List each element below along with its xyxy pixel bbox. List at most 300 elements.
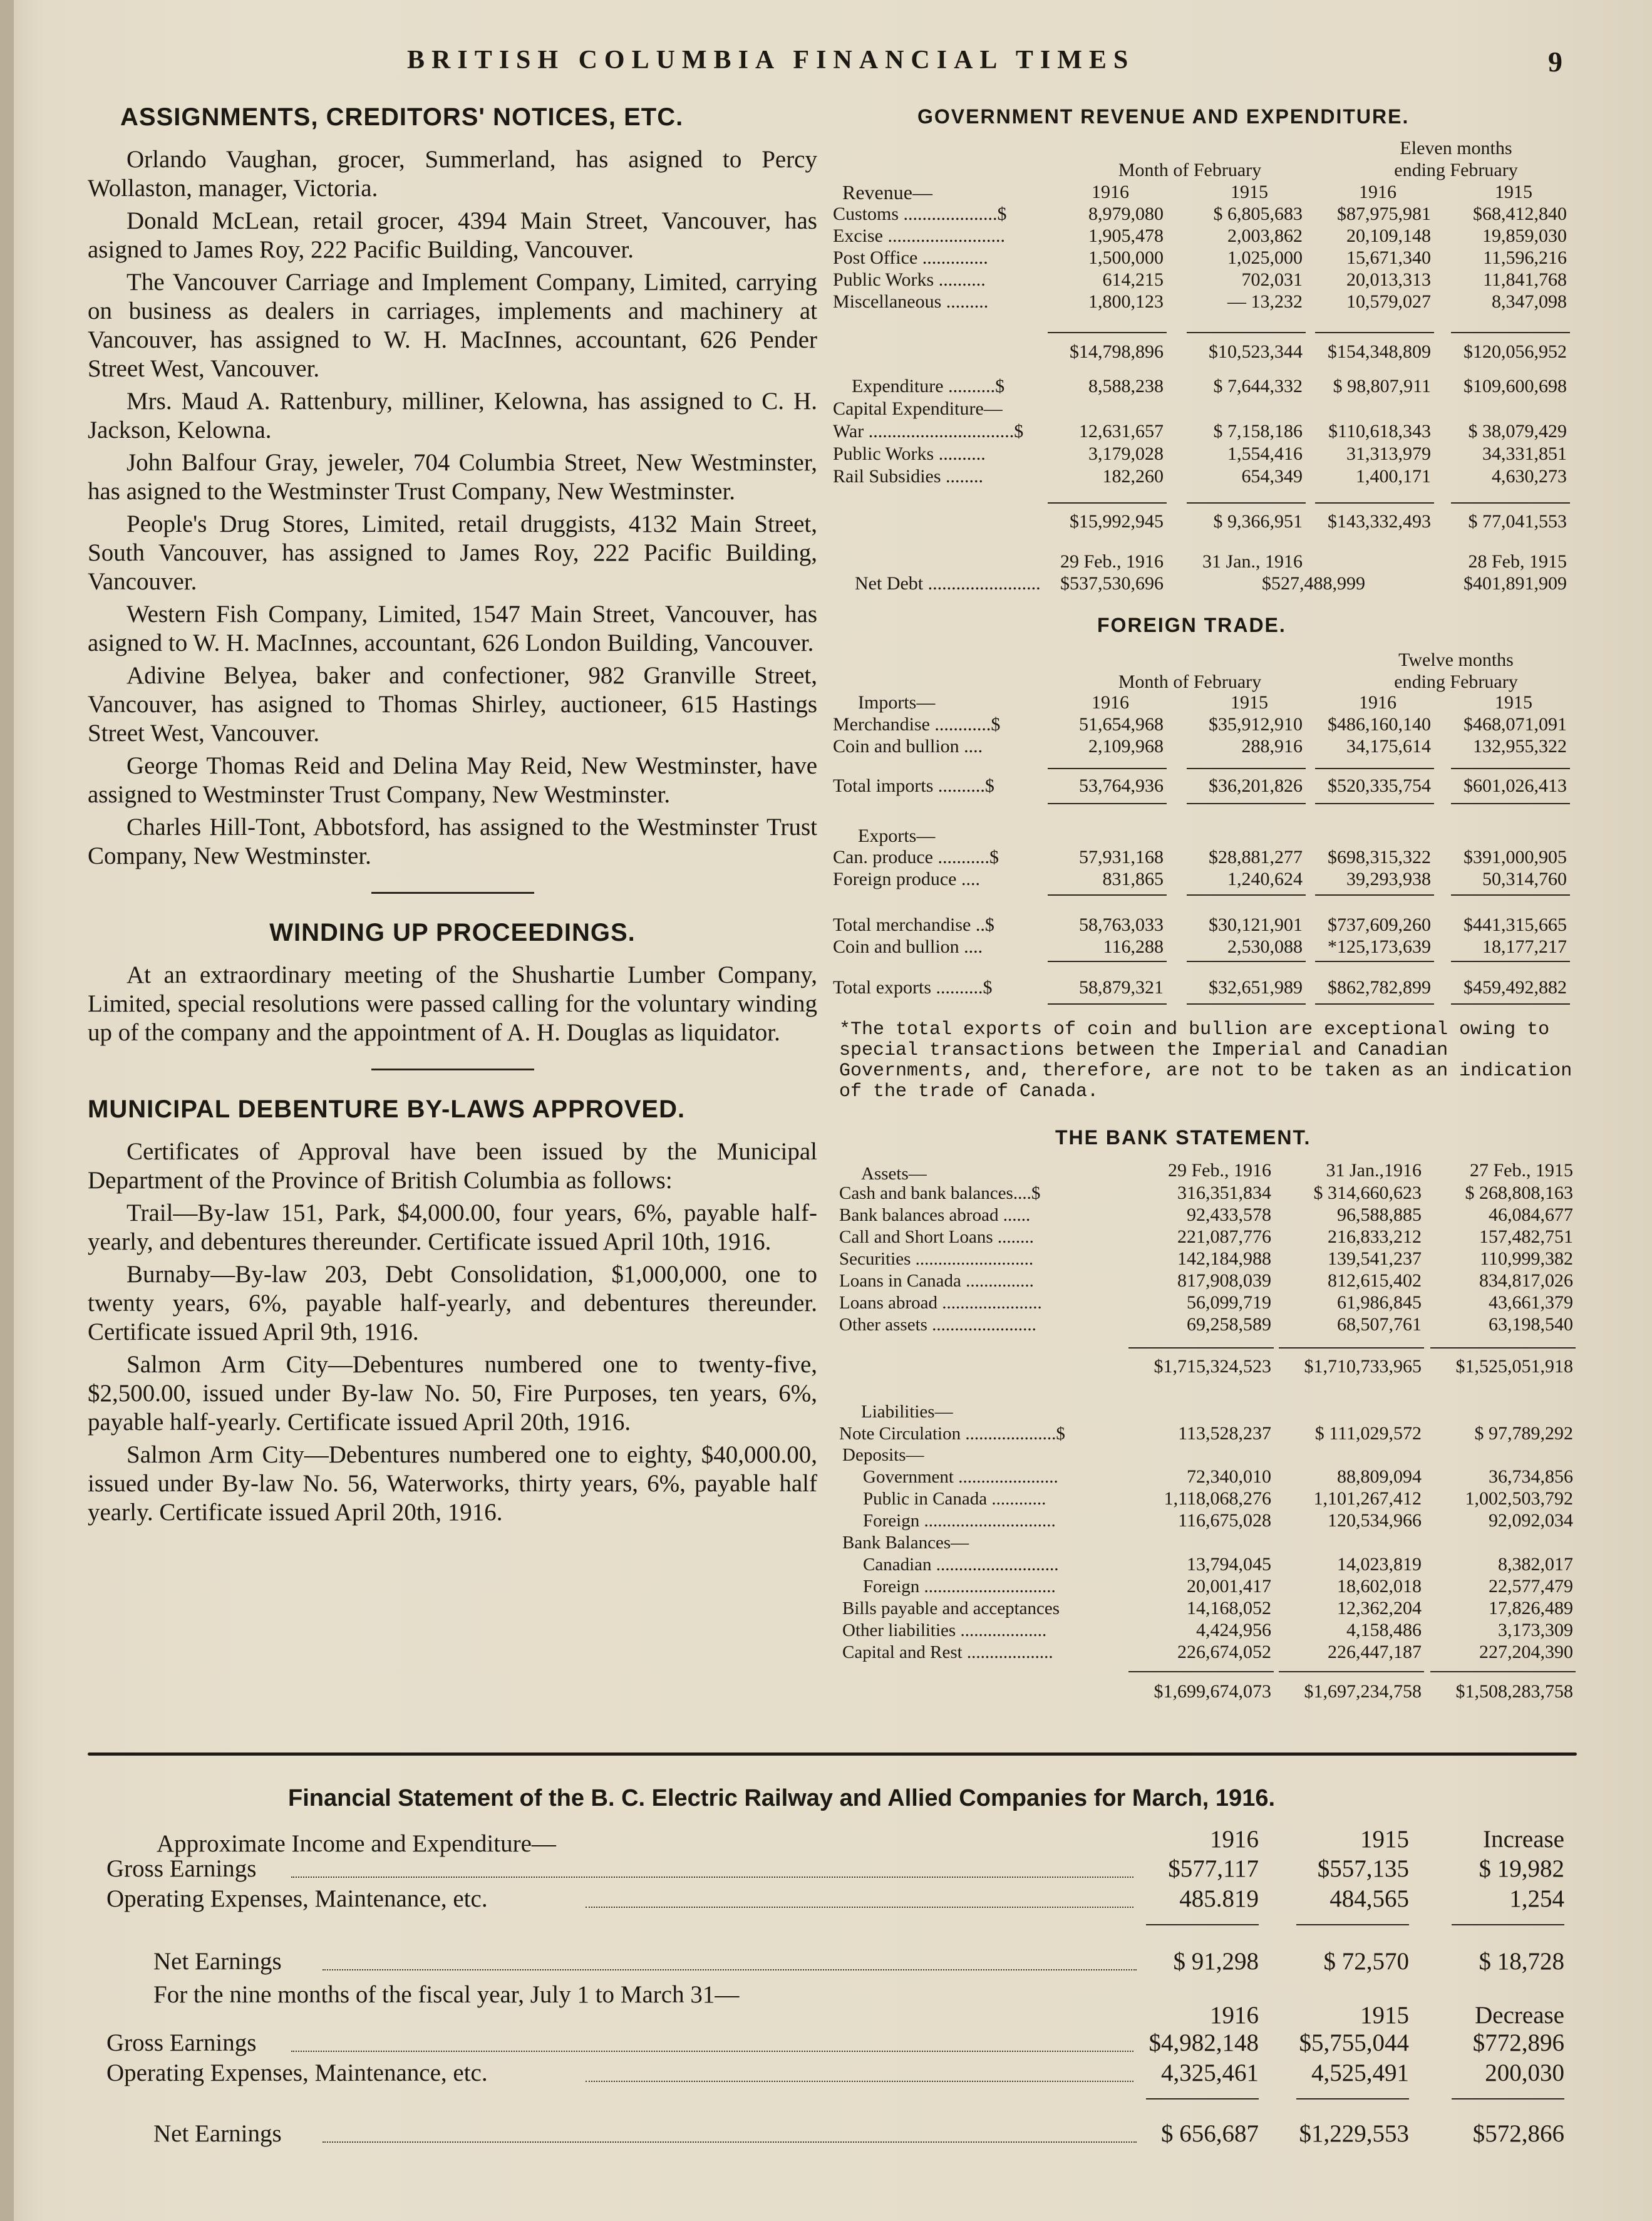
table-cell: $36,201,826 [1209, 775, 1303, 796]
table-cell: 14,023,819 [1337, 1554, 1422, 1575]
total-merch-label: Total merchandise ..$ [833, 914, 994, 935]
total-rule [1187, 1003, 1306, 1005]
total-rule [1430, 1347, 1576, 1349]
date-header: 31 Jan.,1916 [1326, 1160, 1422, 1181]
table-cell: $862,782,899 [1328, 977, 1431, 998]
total-rule [1048, 894, 1167, 896]
table-cell: 120,534,966 [1328, 1510, 1422, 1531]
note-circulation-label: Note Circulation ....................$ [839, 1424, 1065, 1444]
table-cell: 226,447,187 [1328, 1642, 1422, 1662]
year-header: 1915 [1231, 692, 1268, 713]
table-cell: $1,715,324,523 [1154, 1356, 1271, 1377]
table-cell: *125,173,639 [1328, 936, 1431, 957]
table-cell: 20,001,417 [1187, 1576, 1271, 1597]
table-cell: 817,908,039 [1177, 1270, 1271, 1291]
table-cell: 14,168,052 [1187, 1598, 1271, 1618]
section-rule [88, 1752, 1577, 1756]
total-rule [1315, 332, 1434, 333]
column-header: 1916 [1210, 2002, 1259, 2029]
table-cell: 12,362,204 [1337, 1598, 1422, 1618]
table-cell: $110,618,343 [1328, 421, 1431, 442]
deposit-row-label: Public in Canada ............ [863, 1489, 1046, 1509]
column-header: Increase [1483, 1826, 1564, 1853]
liability-row-label: Capital and Rest ................... [842, 1642, 1053, 1662]
assignment-item: John Balfour Gray, jeweler, 704 Columbia Street, New Westminster, has asigned to the Westminster Trust Company, New Westminster. [88, 449, 817, 505]
table-cell: 2,003,862 [1227, 225, 1303, 246]
assets-label: Assets— [861, 1164, 927, 1184]
date-header: 27 Feb., 1915 [1470, 1160, 1573, 1181]
total-rule [1315, 961, 1434, 962]
table-cell: $154,348,809 [1328, 341, 1431, 362]
table-cell: 8,382,017 [1498, 1554, 1573, 1575]
table-cell: 58,763,033 [1079, 914, 1164, 935]
net-earnings-label: Net Earnings [153, 2120, 282, 2147]
table-cell: 8,979,080 [1088, 204, 1164, 224]
asset-row-label: Cash and bank balances....$ [839, 1183, 1041, 1203]
table-cell: 43,661,379 [1489, 1292, 1573, 1313]
liabilities-label: Liabilities— [861, 1402, 953, 1422]
total-rule [1048, 332, 1167, 333]
net-earnings-label: Net Earnings [153, 1948, 282, 1975]
table-cell: $ 77,041,553 [1468, 511, 1567, 532]
table-cell: 12,631,657 [1079, 421, 1164, 442]
table-cell: $ 268,808,163 [1465, 1183, 1573, 1203]
assignment-item: Adivine Belyea, baker and confectioner, 982 Granville Street, Vancouver, has asigned to Thomas Shirley, auctioneer, 615 Hastings Street West, Vancouver. [88, 662, 817, 747]
total-rule [1451, 1003, 1570, 1005]
column-header: 1916 [1210, 1826, 1259, 1853]
table-cell: 20,109,148 [1346, 225, 1431, 246]
export-row-label: Can. produce ...........$ [833, 847, 999, 867]
table-cell: 19,859,030 [1482, 225, 1567, 246]
total-rule [1451, 894, 1570, 896]
table-cell: 11,596,216 [1483, 247, 1567, 268]
assignment-item: Donald McLean, retail grocer, 4394 Main Street, Vancouver, has asigned to James Roy, 222 Pacific Building, Vancouver. [88, 207, 817, 263]
table-cell: $ 111,029,572 [1314, 1423, 1422, 1444]
bcer-title: Financial Statement of the B. C. Electric Railway and Allied Companies for March, 1916. [288, 1785, 1276, 1811]
liability-row-label: Bills payable and acceptances [842, 1598, 1060, 1618]
year-header: 1915 [1231, 182, 1268, 202]
bylaw-item: Salmon Arm City—Debentures numbered one to eighty, $40,000.00, issued under By-law No. 56, Waterworks, thirty years, 6%, payable half yearly. Certificate issued April 20th, 1916. [88, 1441, 817, 1526]
table-cell: $601,026,413 [1464, 775, 1567, 796]
bylaw-item: Burnaby—By-law 203, Debt Consolidation, $1,000,000, one to twenty years, 6%, payable half-yearly, and debentures thereunder. Certificate issued April 9th, 1916. [88, 1261, 817, 1345]
table-cell: 92,433,578 [1187, 1204, 1271, 1225]
capital-label: Capital Expenditure— [833, 398, 1003, 419]
revenue-row-label: Miscellaneous ......... [833, 291, 989, 312]
column-header: 1915 [1360, 2002, 1409, 2029]
table-cell: 4,325,461 [1161, 2059, 1259, 2086]
assignment-item: Western Fish Company, Limited, 1547 Main Street, Vancouver, has asigned to W. H. MacInnes, accountant, 626 London Building, Vancouver. [88, 601, 817, 656]
table-cell: $ 7,644,332 [1213, 376, 1303, 396]
total-rule [1451, 768, 1570, 769]
table-cell: — 13,232 [1227, 291, 1303, 312]
table-cell: 56,099,719 [1187, 1292, 1271, 1313]
coin-label: Coin and bullion .... [833, 936, 983, 957]
table-cell: 132,955,322 [1473, 736, 1567, 757]
table-cell: 11,841,768 [1483, 269, 1567, 290]
total-rule [1187, 961, 1306, 962]
table-cell: 182,260 [1102, 466, 1164, 487]
table-cell: $ 38,079,429 [1468, 421, 1567, 442]
total-rule [1296, 1924, 1409, 1925]
assignment-item: Mrs. Maud A. Rattenbury, milliner, Kelowna, has assigned to C. H. Jackson, Kelowna. [88, 388, 817, 443]
table-cell: 1,400,171 [1356, 466, 1431, 487]
total-rule [1452, 1924, 1564, 1925]
table-cell: 68,507,761 [1337, 1314, 1422, 1335]
table-cell: 63,198,540 [1489, 1314, 1573, 1335]
table-cell: $ 18,728 [1479, 1948, 1564, 1975]
year-header: 1916 [1359, 182, 1396, 202]
deposit-row-label: Government ...................... [863, 1467, 1058, 1487]
exports-label: Exports— [858, 826, 936, 846]
table-cell: 1,240,624 [1227, 869, 1303, 889]
table-cell: 39,293,938 [1346, 869, 1431, 889]
winding-up-heading: WINDING UP PROCEEDINGS. [269, 919, 636, 946]
table-cell: $1,697,234,758 [1304, 1681, 1422, 1702]
table-cell: $ 656,687 [1161, 2120, 1259, 2147]
table-cell: 31,313,979 [1346, 443, 1431, 464]
table-cell: 36,734,856 [1489, 1466, 1573, 1487]
debt-date: 31 Jan., 1916 [1202, 551, 1303, 572]
table-cell: 15,671,340 [1346, 247, 1431, 268]
revenue-row-label: Customs ....................$ [833, 204, 1007, 224]
bylaws-heading: MUNICIPAL DEBENTURE BY-LAWS APPROVED. [88, 1095, 686, 1123]
table-cell: 13,794,045 [1187, 1554, 1271, 1575]
total-rule [1430, 1671, 1576, 1672]
gross-earnings-label: Gross Earnings [106, 2029, 257, 2056]
table-cell: $32,651,989 [1209, 977, 1303, 998]
leader-dots [291, 2051, 1133, 2052]
total-rule [1048, 961, 1167, 962]
table-cell: 2,530,088 [1227, 936, 1303, 957]
table-cell: 485.819 [1179, 1885, 1259, 1912]
table-cell: $1,710,733,965 [1304, 1356, 1422, 1377]
gov-eleven-head-2: ending February [1394, 160, 1518, 180]
table-cell: 288,916 [1241, 736, 1303, 757]
table-cell: $109,600,698 [1464, 376, 1567, 396]
net-debt-label: Net Debt ........................ [855, 573, 1041, 594]
total-rule [1146, 1924, 1259, 1925]
total-rule [1279, 1347, 1424, 1349]
table-cell: 227,204,390 [1479, 1642, 1573, 1662]
table-cell: $537,530,696 [1060, 573, 1164, 594]
total-rule [1187, 894, 1306, 896]
binding-edge [0, 0, 14, 2221]
total-rule [1128, 1671, 1274, 1672]
table-cell: 8,347,098 [1492, 291, 1567, 312]
table-cell: 57,931,168 [1079, 847, 1164, 867]
export-row-label: Foreign produce .... [833, 869, 980, 889]
trade-footnote: *The total exports of coin and bullion are exceptional owing to special transactions between the Imperial and Canadian Governments, and, therefore, are not to be taken as an indication of the trade of Canada. [839, 1019, 1572, 1102]
assignment-item: Orlando Vaughan, grocer, Summerland, has asigned to Percy Wollaston, manager, Victoria. [88, 146, 817, 202]
leader-dots [291, 1877, 1133, 1878]
table-cell: 812,615,402 [1328, 1270, 1422, 1291]
table-cell: 4,424,956 [1196, 1620, 1271, 1640]
table-cell: 1,905,478 [1088, 225, 1164, 246]
table-cell: $486,160,140 [1328, 714, 1431, 735]
table-cell: 1,118,068,276 [1164, 1488, 1271, 1509]
winding-up-text: At an extraordinary meeting of the Shushartie Lumber Company, Limited, special resolutions were passed calling for the voluntary winding up of the company and the appointment of A. H. Douglas as liquidator. [88, 961, 817, 1046]
year-header: 1916 [1359, 692, 1396, 713]
total-rule [1187, 332, 1306, 333]
bank-statement-heading: THE BANK STATEMENT. [1055, 1126, 1311, 1149]
table-cell: 72,340,010 [1187, 1466, 1271, 1487]
table-cell: $441,315,665 [1464, 914, 1567, 935]
table-cell: $28,881,277 [1209, 847, 1303, 867]
table-cell: 614,215 [1102, 269, 1164, 290]
leader-dots [323, 2141, 1137, 2143]
assignment-item: George Thomas Reid and Delina May Reid, New Westminster, have assigned to Westminster Trust Company, New Westminster. [88, 752, 817, 808]
asset-row-label: Other assets ....................... [839, 1315, 1036, 1335]
table-cell: 61,986,845 [1337, 1292, 1422, 1313]
imports-label: Imports— [858, 692, 936, 713]
table-cell: $87,975,981 [1337, 204, 1431, 224]
table-cell: 113,528,237 [1178, 1423, 1271, 1444]
revenue-row-label: Excise ......................... [833, 225, 1005, 246]
table-cell: $15,992,945 [1070, 511, 1164, 532]
table-cell: 50,314,760 [1482, 869, 1567, 889]
table-cell: $572,866 [1472, 2120, 1564, 2147]
table-cell: $772,896 [1472, 2029, 1564, 2056]
year-header: 1915 [1495, 182, 1532, 202]
table-cell: 116,675,028 [1178, 1510, 1271, 1531]
total-exports-label: Total exports ..........$ [833, 977, 993, 998]
expenditure-label: Expenditure ..........$ [852, 376, 1005, 396]
column-header: Decrease [1475, 2002, 1564, 2029]
table-cell: 34,175,614 [1346, 736, 1431, 757]
asset-row-label: Bank balances abroad ...... [839, 1205, 1031, 1225]
nine-months-label: For the nine months of the fiscal year, July 1 to March 31— [153, 1981, 740, 2008]
total-rule [1315, 894, 1434, 896]
total-rule [1187, 768, 1306, 769]
table-cell: $5,755,044 [1299, 2029, 1409, 2056]
table-cell: $ 97,789,292 [1474, 1423, 1573, 1444]
total-imports-label: Total imports ..........$ [833, 775, 994, 796]
operating-expenses-label: Operating Expenses, Maintenance, etc. [106, 2059, 488, 2086]
table-cell: $ 7,158,186 [1213, 421, 1303, 442]
foreign-trade-heading: FOREIGN TRADE. [1097, 614, 1286, 636]
table-cell: $1,525,051,918 [1455, 1356, 1573, 1377]
table-cell: $577,117 [1168, 1855, 1259, 1882]
total-rule [1315, 1003, 1434, 1005]
bylaw-item: Trail—By-law 151, Park, $4,000.00, four years, 6%, payable half-yearly, and debentures thereunder. Certificate issued April 10th, 1916. [88, 1199, 817, 1255]
total-rule [1048, 803, 1167, 804]
revenue-row-label: Post Office .............. [833, 247, 988, 268]
table-cell: $ 72,570 [1323, 1948, 1409, 1975]
table-cell: 18,177,217 [1482, 936, 1567, 957]
table-cell: 53,764,936 [1079, 775, 1164, 796]
column-header: 1915 [1360, 1826, 1409, 1853]
gross-earnings-label: Gross Earnings [106, 1855, 257, 1882]
table-cell: 139,541,237 [1328, 1248, 1422, 1269]
table-cell: 18,602,018 [1337, 1576, 1422, 1597]
table-cell: $10,523,344 [1209, 341, 1303, 362]
bylaw-item: Salmon Arm City—Debentures numbered one to twenty-five, $2,500.00, issued under By-law No. 50, Fire Purposes, ten years, 6%, payable half-yearly. Certificate issued April 20th, 1916. [88, 1351, 817, 1436]
table-cell: 3,173,309 [1498, 1620, 1573, 1640]
table-cell: 3,179,028 [1088, 443, 1164, 464]
import-row-label: Coin and bullion .... [833, 736, 983, 757]
year-header: 1916 [1092, 182, 1129, 202]
total-rule [1315, 502, 1434, 504]
asset-row-label: Loans abroad ...................... [839, 1293, 1042, 1313]
total-rule [1187, 803, 1306, 804]
table-cell: 1,800,123 [1088, 291, 1164, 312]
section-divider [371, 892, 534, 894]
assignment-item: People's Drug Stores, Limited, retail druggists, 4132 Main Street, South Vancouver, has assigned to James Roy, 222 Pacific Building, Vancouver. [88, 510, 817, 595]
table-cell: 69,258,589 [1187, 1314, 1271, 1335]
table-cell: 10,579,027 [1346, 291, 1431, 312]
table-cell: $68,412,840 [1473, 204, 1567, 224]
total-rule [1315, 768, 1434, 769]
table-cell: 1,002,503,792 [1465, 1488, 1573, 1509]
table-cell: 142,184,988 [1177, 1248, 1271, 1269]
revenue-label: Revenue— [842, 181, 932, 204]
trade-twelve-head-2: ending February [1394, 671, 1518, 692]
table-cell: 1,101,267,412 [1313, 1488, 1422, 1509]
total-rule [1048, 502, 1167, 504]
table-cell: 51,654,968 [1079, 714, 1164, 735]
table-cell: 116,288 [1103, 936, 1164, 957]
table-cell: 22,577,479 [1489, 1576, 1573, 1597]
deposits-label: Deposits— [842, 1445, 924, 1465]
debt-date: 29 Feb., 1916 [1060, 551, 1164, 572]
table-cell: 96,588,885 [1337, 1204, 1422, 1225]
deposit-row-label: Foreign ............................. [863, 1511, 1056, 1531]
table-cell: 1,554,416 [1227, 443, 1303, 464]
date-header: 29 Feb., 1916 [1168, 1160, 1271, 1181]
total-rule [1315, 803, 1434, 804]
table-cell: 4,525,491 [1311, 2059, 1409, 2086]
table-cell: $143,332,493 [1328, 511, 1431, 532]
table-cell: $1,229,553 [1299, 2120, 1409, 2147]
table-cell: $401,891,909 [1464, 573, 1567, 594]
table-cell: $35,912,910 [1209, 714, 1303, 735]
capital-row-label: Rail Subsidies ........ [833, 466, 984, 487]
table-cell: 88,809,094 [1337, 1466, 1422, 1487]
total-rule [1279, 1671, 1424, 1672]
table-cell: 316,351,834 [1177, 1183, 1271, 1203]
table-cell: $4,982,148 [1149, 2029, 1259, 2056]
table-cell: 34,331,851 [1482, 443, 1567, 464]
table-cell: $ 314,660,623 [1313, 1183, 1422, 1203]
table-cell: 17,826,489 [1489, 1598, 1573, 1618]
operating-expenses-label: Operating Expenses, Maintenance, etc. [106, 1885, 488, 1912]
total-rule [1187, 502, 1306, 504]
table-cell: 46,084,677 [1489, 1204, 1573, 1225]
table-cell: 20,013,313 [1346, 269, 1431, 290]
gov-revenue-heading: GOVERNMENT REVENUE AND EXPENDITURE. [917, 105, 1410, 128]
total-rule [1296, 2098, 1409, 2099]
table-cell: 221,087,776 [1177, 1226, 1271, 1247]
year-header: 1916 [1092, 692, 1129, 713]
table-cell: $391,000,905 [1464, 847, 1567, 867]
table-cell: 1,500,000 [1088, 247, 1164, 268]
table-cell: 200,030 [1485, 2059, 1564, 2086]
total-rule [1048, 1003, 1167, 1005]
asset-row-label: Securities .......................... [839, 1249, 1034, 1269]
total-rule [1128, 1347, 1274, 1349]
leader-dots [586, 1907, 1133, 1908]
running-header: BRITISH COLUMBIA FINANCIAL TIMES [407, 46, 1135, 75]
total-rule [1048, 768, 1167, 769]
table-cell: $ 9,366,951 [1213, 511, 1303, 532]
liability-row-label: Other liabilities ................... [842, 1620, 1047, 1640]
gov-month-head: Month of February [1118, 160, 1262, 180]
capital-row-label: Public Works .......... [833, 443, 986, 464]
total-rule [1451, 332, 1570, 333]
bank-balances-label: Bank Balances— [842, 1533, 969, 1553]
table-cell: 2,109,968 [1088, 736, 1164, 757]
revenue-row-label: Public Works .......... [833, 269, 986, 290]
table-cell: 4,630,273 [1492, 466, 1567, 487]
table-cell: $557,135 [1317, 1855, 1409, 1882]
trade-month-head: Month of February [1118, 671, 1262, 692]
table-cell: 831,865 [1102, 869, 1164, 889]
liability-row-label: Foreign ............................. [863, 1576, 1056, 1597]
total-rule [1451, 803, 1570, 804]
trade-twelve-head: Twelve months [1398, 650, 1514, 670]
leader-dots [323, 1969, 1137, 1970]
table-cell: $ 6,805,683 [1213, 204, 1303, 224]
table-cell: 834,817,026 [1479, 1270, 1573, 1291]
table-cell: $459,492,882 [1464, 977, 1567, 998]
asset-row-label: Call and Short Loans ........ [839, 1227, 1034, 1247]
leader-dots [586, 2081, 1133, 2082]
import-row-label: Merchandise ............$ [833, 714, 1001, 735]
table-cell: 1,254 [1509, 1885, 1564, 1912]
gov-eleven-head: Eleven months [1400, 138, 1512, 158]
total-rule [1451, 961, 1570, 962]
table-cell: 8,588,238 [1088, 376, 1164, 396]
table-cell: 58,879,321 [1079, 977, 1164, 998]
table-cell: 226,674,052 [1177, 1642, 1271, 1662]
table-cell: 484,565 [1329, 1885, 1409, 1912]
table-cell: 92,092,034 [1489, 1510, 1573, 1531]
table-cell: $1,508,283,758 [1455, 1681, 1573, 1702]
table-cell: 4,158,486 [1346, 1620, 1422, 1640]
liability-row-label: Canadian ........................... [863, 1555, 1059, 1575]
table-cell: $ 91,298 [1173, 1948, 1259, 1975]
table-cell: 110,999,382 [1480, 1248, 1573, 1269]
assignments-heading: ASSIGNMENTS, CREDITORS' NOTICES, ETC. [120, 103, 684, 131]
total-rule [1452, 2098, 1564, 2099]
section-divider [371, 1069, 534, 1070]
total-rule [1451, 502, 1570, 504]
table-cell: 1,025,000 [1227, 247, 1303, 268]
approx-label: Approximate Income and Expenditure— [157, 1830, 556, 1857]
table-cell: $120,056,952 [1464, 341, 1567, 362]
table-cell: 702,031 [1241, 269, 1303, 290]
table-cell: 157,482,751 [1479, 1226, 1573, 1247]
asset-row-label: Loans in Canada ............... [839, 1271, 1034, 1291]
table-cell: $14,798,896 [1070, 341, 1164, 362]
table-cell: $737,609,260 [1328, 914, 1431, 935]
table-cell: 654,349 [1241, 466, 1303, 487]
table-cell: $527,488,999 [1262, 573, 1365, 594]
table-cell: 216,833,212 [1328, 1226, 1422, 1247]
table-cell: $698,315,322 [1328, 847, 1431, 867]
year-header: 1915 [1495, 692, 1532, 713]
bylaw-item: Certificates of Approval have been issued by the Municipal Department of the Province of British Columbia as follows: [88, 1138, 817, 1194]
table-cell: $1,699,674,073 [1154, 1681, 1271, 1702]
page-number: 9 [1548, 46, 1562, 78]
table-cell: $30,121,901 [1209, 914, 1303, 935]
table-cell: $ 98,807,911 [1333, 376, 1431, 396]
table-cell: $520,335,754 [1328, 775, 1431, 796]
table-cell: $ 19,982 [1479, 1855, 1564, 1882]
total-rule [1146, 2098, 1259, 2099]
assignment-item: Charles Hill-Tont, Abbotsford, has assigned to the Westminster Trust Company, New Westminster. [88, 814, 817, 869]
left-column [88, 103, 817, 1531]
